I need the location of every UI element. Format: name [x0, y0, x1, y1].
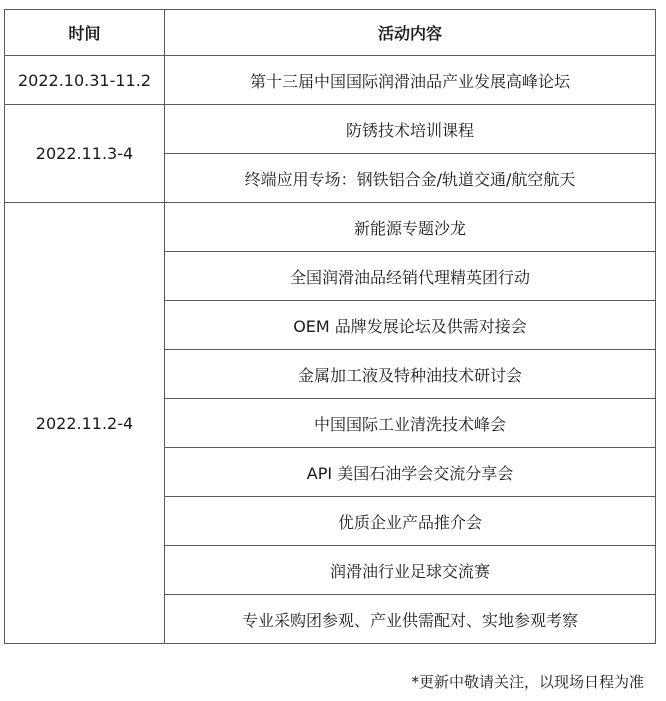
header-time: 时间 [5, 10, 165, 56]
activity-cell: API 美国石油学会交流分享会 [165, 448, 656, 497]
activity-cell: 优质企业产品推介会 [165, 497, 656, 546]
activity-cell: 全国润滑油品经销代理精英团行动 [165, 252, 656, 301]
schedule-table [4, 9, 656, 644]
activity-cell: 第十三届中国国际润滑油品产业发展高峰论坛 [165, 56, 656, 105]
activity-cell: 新能源专题沙龙 [165, 203, 656, 252]
activity-cell: 润滑油行业足球交流赛 [165, 546, 656, 595]
activity-cell: OEM 品牌发展论坛及供需对接会 [165, 301, 656, 350]
table-row [5, 56, 656, 105]
activity-cell: 终端应用专场：钢铁铝合金/轨道交通/航空航天 [165, 154, 656, 203]
table-row [5, 203, 656, 252]
date-cell: 2022.11.2-4 [5, 203, 165, 644]
activity-cell: 防锈技术培训课程 [165, 105, 656, 154]
date-cell: 2022.10.31-11.2 [5, 56, 165, 105]
activity-cell: 专业采购团参观、产业供需配对、实地参观考察 [165, 595, 656, 644]
header-row [5, 10, 656, 56]
footnote: *更新中敬请关注，以现场日程为准 [411, 673, 644, 691]
activity-cell: 金属加工液及特种油技术研讨会 [165, 350, 656, 399]
header-activity: 活动内容 [165, 10, 656, 56]
activity-cell: 中国国际工业清洗技术峰会 [165, 399, 656, 448]
date-cell: 2022.11.3-4 [5, 105, 165, 203]
table-row [5, 105, 656, 154]
